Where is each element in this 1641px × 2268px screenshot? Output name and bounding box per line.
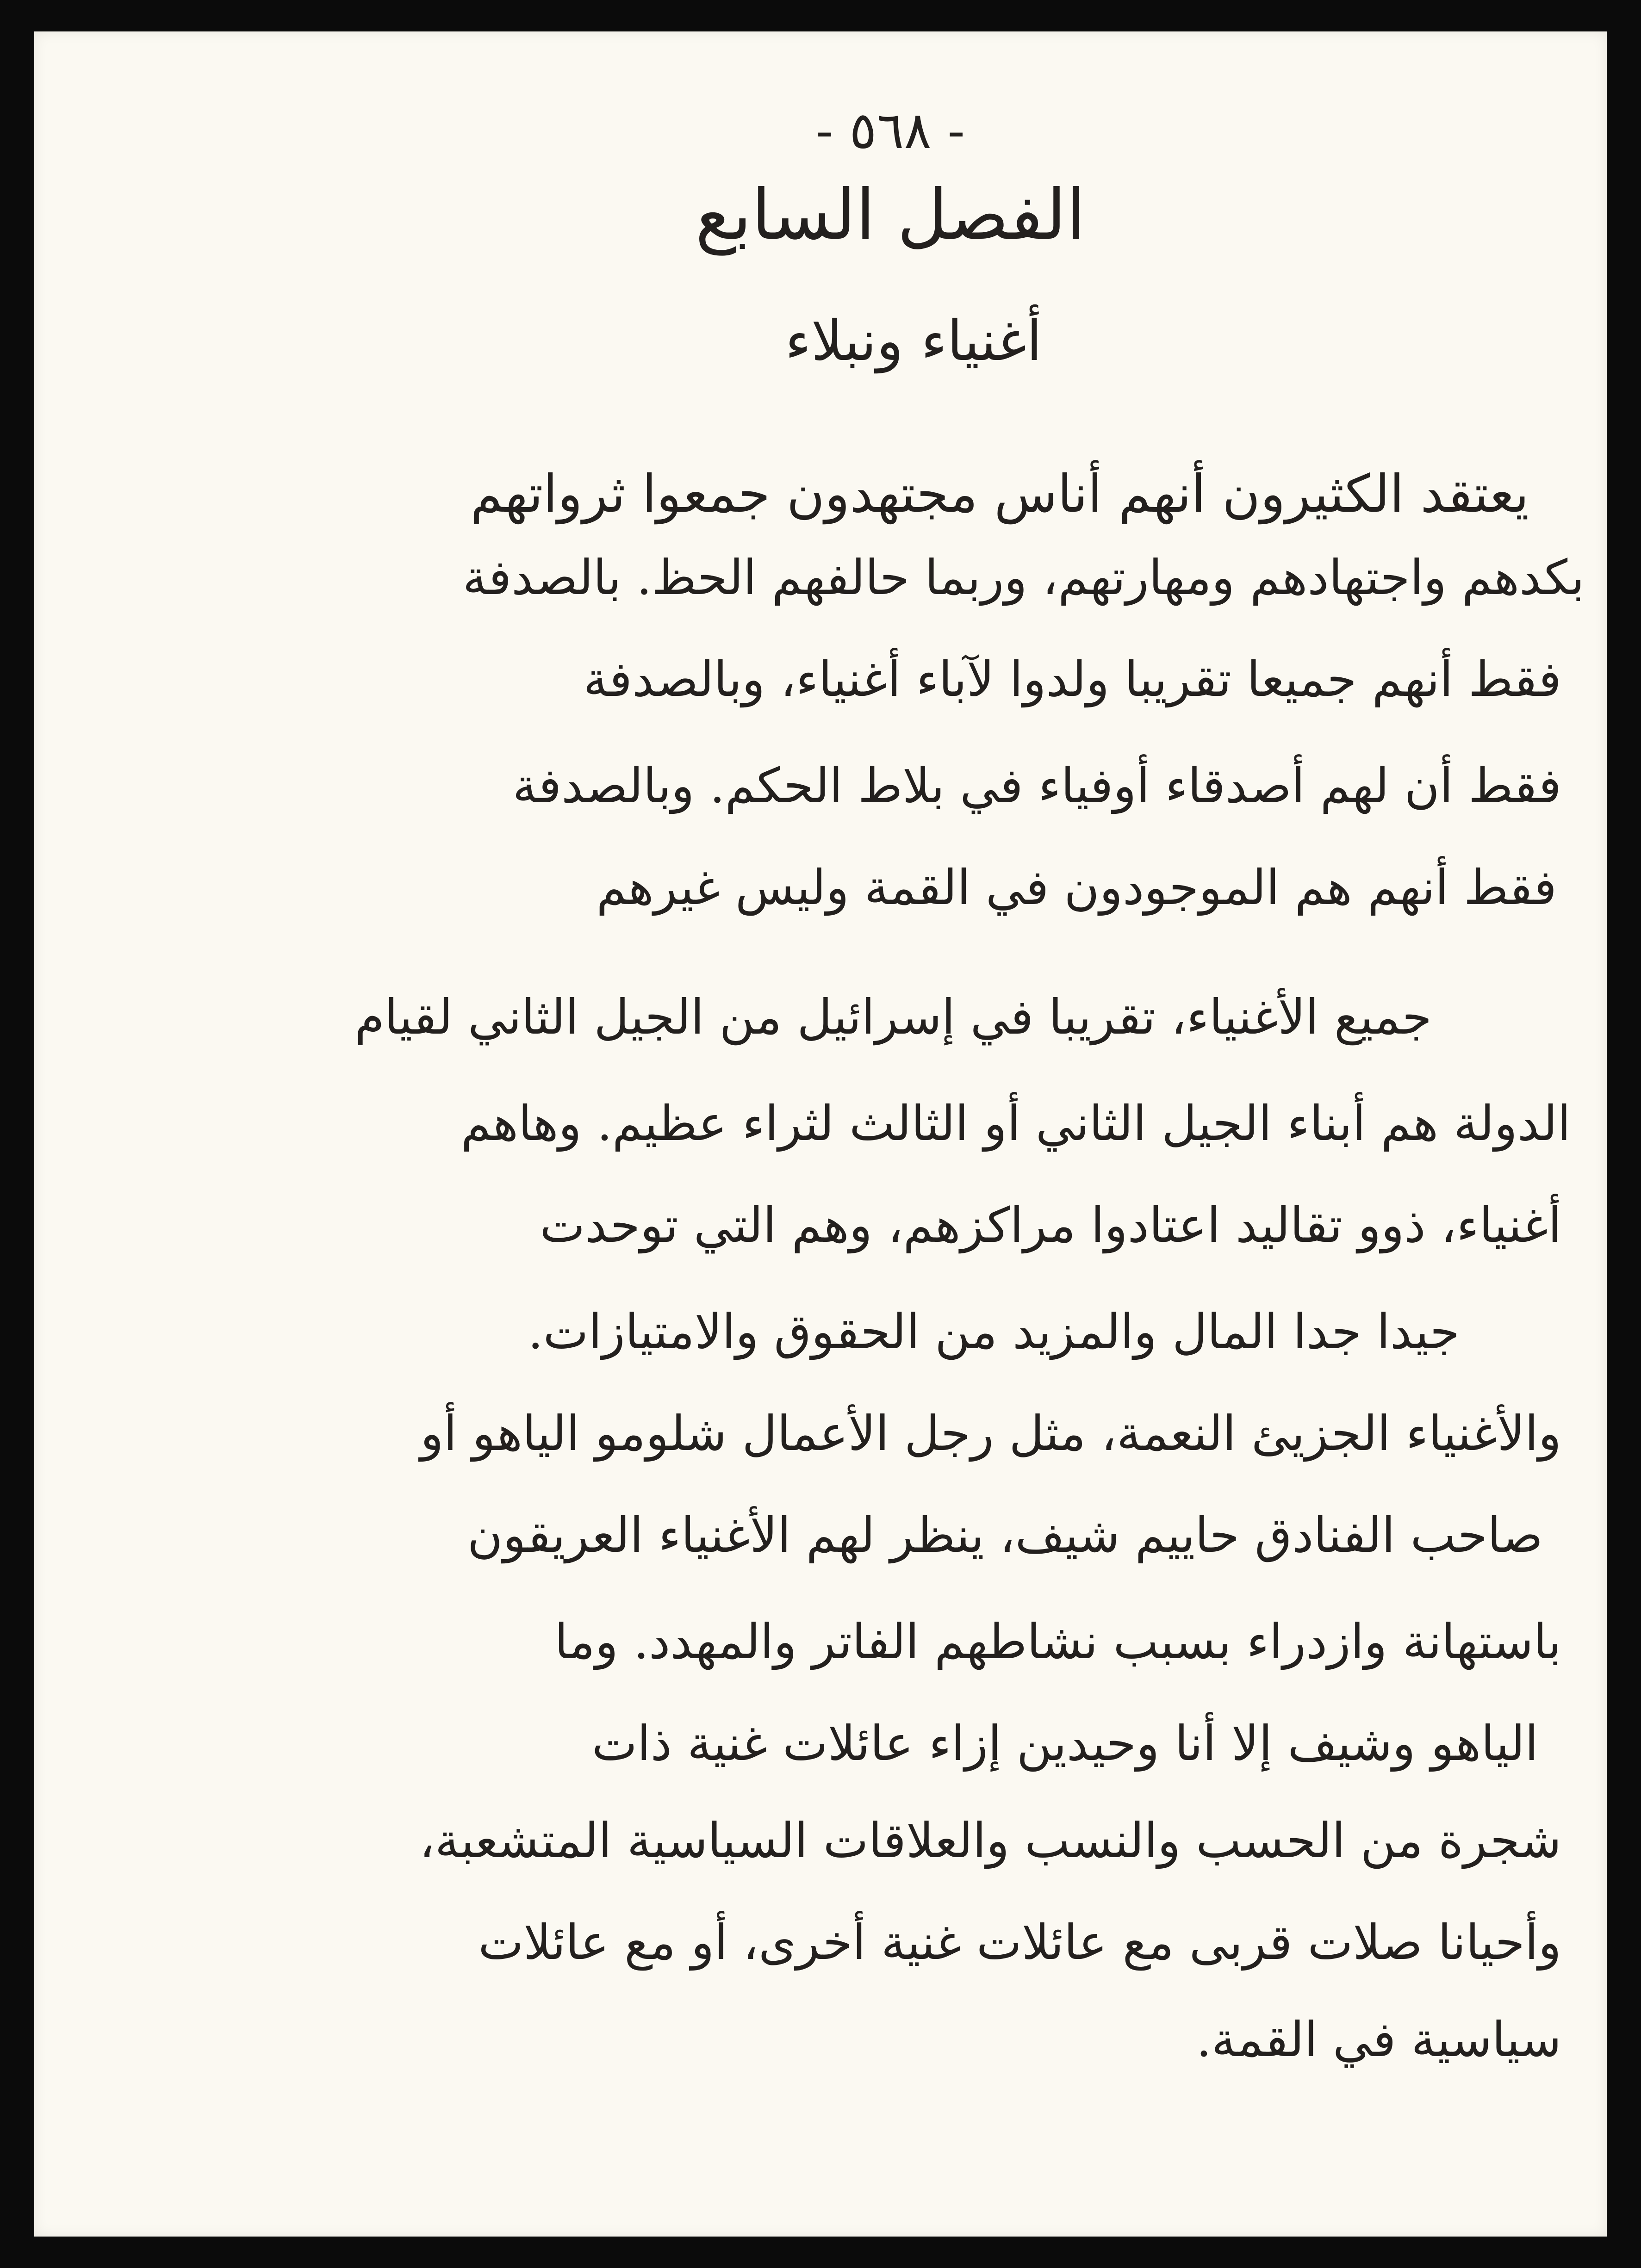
- paragraph-1-line-5: فقط أنهم هم الموجودون في القمة وليس غيرهم: [596, 859, 1557, 916]
- paragraph-1-line-1: يعتقد الكثيرون أنهم أناس مجتهدون جمعوا ثرواتهم: [470, 464, 1529, 524]
- paragraph-1-line-3: فقط أنهم جميعا تقريبا ولدوا لآباء أغنياء، وبالصدفة: [583, 651, 1561, 707]
- paragraph-2-line-10: وأحيانا صلات قربى مع عائلات غنية أخرى، أو مع عائلات: [478, 1914, 1561, 1971]
- paragraph-2-line-6: صاحب الفنادق حاييم شيف، ينظر لهم الأغنياء العريقون: [467, 1507, 1543, 1563]
- paragraph-2-line-4: جيدا جدا المال والمزيد من الحقوق والامتيازات.: [528, 1303, 1460, 1360]
- chapter-title: الفصل السابع: [695, 175, 1086, 255]
- paragraph-2-line-2: الدولة هم أبناء الجيل الثاني أو الثالث لثراء عظيم. وهاهم: [460, 1095, 1571, 1152]
- paper-sheet: [34, 31, 1607, 2237]
- paragraph-2-line-1: جميع الأغنياء، تقريبا في إسرائيل من الجيل الثاني لقيام: [354, 989, 1432, 1045]
- page-number: - ٥٦٨ -: [816, 101, 965, 160]
- paragraph-2-line-9: شجرة من الحسب والنسب والعلاقات السياسية المتشعبة،: [419, 1812, 1561, 1869]
- paragraph-2-line-7: باستهانة وازدراء بسبب نشاطهم الفاتر والمهدد. وما: [554, 1613, 1561, 1670]
- section-title: أغنياء ونبلاء: [785, 309, 1042, 373]
- paragraph-1-line-2: بكدهم واجتهادهم ومهارتهم، وربما حالفهم الحظ. بالصدفة: [462, 549, 1585, 606]
- paragraph-2-line-11: سياسية في القمة.: [1196, 2011, 1561, 2068]
- paragraph-2-line-8: الياهو وشيف إلا أنا وحيدين إزاء عائلات غنية ذات: [591, 1715, 1538, 1772]
- paragraph-1-line-4: فقط أن لهم أصدقاء أوفياء في بلاط الحكم. وبالصدفة: [512, 757, 1561, 814]
- paragraph-2-line-5: والأغنياء الجزيئ النعمة، مثل رجل الأعمال شلومو الياهو أو: [420, 1405, 1561, 1462]
- paragraph-2-line-3: أغنياء، ذوو تقاليد اعتادوا مراكزهم، وهم التي توحدت: [540, 1197, 1561, 1253]
